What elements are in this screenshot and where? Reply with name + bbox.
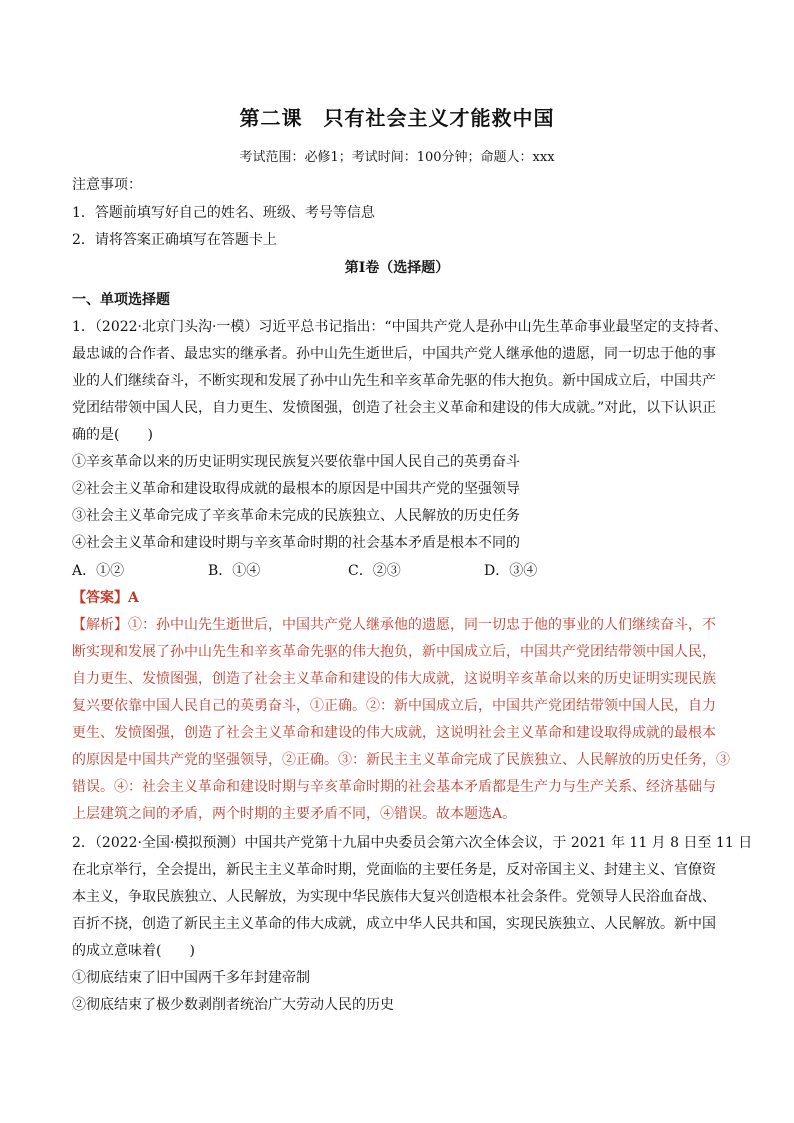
q2-statement: ②彻底结束了极少数剥削者统治广大劳动人民的历史 — [72, 997, 394, 1013]
q1-text-line: 1．（2022·北京门头沟·一模）习近平总书记指出：“中国共产党人是孙中山先生革命事业最坚定的支持者、 — [72, 319, 728, 335]
q1-analysis-line: 断实现和发展了孙中山先生和辛亥革命先驱的伟大抱负，新中国成立后，中国共产党团结带领中国人民， — [72, 644, 716, 660]
q1-analysis-line: 自力更生、发愤图强，创造了社会主义革命和建设的伟大成就，这说明辛亥革命以来的历史证明实现民族 — [72, 671, 716, 687]
q1-option-d: D．③④ — [484, 563, 538, 579]
q1-text-line: 确的是( ) — [72, 427, 153, 443]
q2-statement: ①彻底结束了旧中国两千多年封建帝制 — [72, 970, 310, 986]
q1-statement: ④社会主义革命和建设时期与辛亥革命时期的社会基本矛盾是根本不同的 — [72, 535, 520, 551]
q2-text-line: 的成立意味着( ) — [72, 943, 195, 959]
q1-analysis-line: 复兴要依靠中国人民自己的英勇奋斗，①正确。②：新中国成立后，中国共产党团结带领中国人民，自力 — [72, 698, 716, 714]
notice-item: 2．请将答案正确填写在答题卡上 — [72, 232, 277, 248]
q1-answer: 【答案】A — [72, 590, 139, 606]
q1-statement: ②社会主义革命和建设取得成就的最根本的原因是中国共产党的坚强领导 — [72, 481, 520, 497]
volume-title: 第I卷（选择题） — [344, 260, 450, 276]
notice-heading: 注意事项： — [72, 177, 142, 193]
section-title: 一、单项选择题 — [72, 292, 170, 308]
notice-item: 1．答题前填写好自己的姓名、班级、考号等信息 — [72, 205, 375, 221]
q2-text-line: 在北京举行，全会提出，新民主主义革命时期，党面临的主要任务是，反对帝国主义、封建主义、官僚资 — [72, 862, 716, 878]
q1-options — [72, 561, 722, 581]
q1-option-b: B．①④ — [208, 563, 261, 579]
q1-analysis-line: 错误。④：社会主义革命和建设时期与辛亥革命时期的社会基本矛盾都是生产力与生产关系、经济基础与 — [72, 779, 716, 795]
q1-analysis-line: 更生、发愤图强，创造了社会主义革命和建设的伟大成就，这说明社会主义革命和建设取得成就的最根本 — [72, 725, 716, 741]
q1-text-line: 业的人们继续奋斗，不断实现和发展了孙中山先生和辛亥革命先驱的伟大抱负。新中国成立后，中国共产 — [72, 373, 716, 389]
q1-analysis-line: 的原因是中国共产党的坚强领导，②正确。③：新民主主义革命完成了民族独立、人民解放的历史任务，③ — [72, 752, 730, 768]
q2-text-line: 百折不挠，创造了新民主主义革命的伟大成就，成立中华人民共和国，实现民族独立、人民解放。新中国 — [72, 916, 716, 932]
q1-text-line: 党团结带领中国人民，自力更生、发愤图强，创造了社会主义革命和建设的伟大成就。”对此，以下认识正 — [72, 400, 717, 416]
q1-option-a: A．①② — [72, 563, 125, 579]
q2-text-line: 2．（2022·全国·模拟预测）中国共产党第十九届中央委员会第六次全体会议，于 2021 年 11 月 8 日至 11 日 — [72, 835, 753, 851]
page-title: 第二课 只有社会主义才能救中国 — [239, 106, 555, 130]
q1-text-line: 最忠诚的合作者、最忠实的继承者。孙中山先生逝世后，中国共产党人继承他的遗愿，同一切忠于他的事 — [72, 346, 716, 362]
q2-text-line: 本主义，争取民族独立、人民解放，为实现中华民族伟大复兴创造根本社会条件。党领导人民浴血奋战、 — [72, 889, 716, 905]
q1-statement: ③社会主义革命完成了辛亥革命未完成的民族独立、人民解放的历史任务 — [72, 508, 520, 524]
q1-option-c: C．②③ — [348, 563, 401, 579]
q1-analysis-line: 【解析】①：孙中山先生逝世后，中国共产党人继承他的遗愿，同一切忠于他的事业的人们继续奋斗，不 — [72, 617, 716, 633]
q1-analysis-line: 上层建筑之间的矛盾，两个时期的主要矛盾不同，④错误。故本题选A。 — [72, 806, 517, 822]
q1-statement: ①辛亥革命以来的历史证明实现民族复兴要依靠中国人民自己的英勇奋斗 — [72, 454, 520, 470]
exam-meta: 考试范围：必修1；考试时间：100分钟；命题人：xxx — [239, 150, 555, 165]
